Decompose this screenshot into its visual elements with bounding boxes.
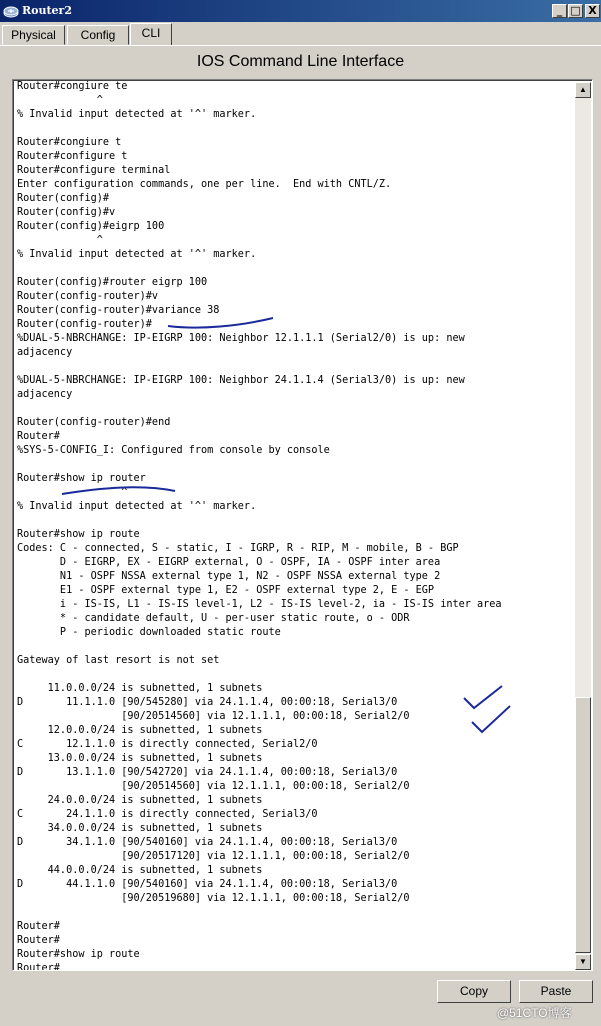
- console-line: Router(config-router)#: [17, 319, 152, 330]
- scroll-up-button[interactable]: ▲: [575, 82, 591, 98]
- cli-heading: IOS Command Line Interface: [196, 53, 405, 70]
- console-output[interactable]: [17, 80, 577, 970]
- console-line: 12.0.0.0/24 is subnetted, 1 subnets: [17, 725, 263, 736]
- console-line: * - candidate default, U - per-user static route, o - ODR: [17, 613, 410, 624]
- console-line: Router(config)#router eigrp 100: [17, 277, 208, 288]
- console-line: Router#show ip router: [17, 473, 146, 484]
- console-line: Enter configuration commands, one per line. End with CNTL/Z.: [17, 179, 392, 190]
- close-button[interactable]: X: [585, 4, 600, 18]
- console-line: N1 - OSPF NSSA external type 1, N2 - OSPF NSSA external type 2: [17, 571, 441, 582]
- tab-divider: [0, 45, 601, 46]
- window-title: Router2: [22, 4, 73, 17]
- console-line: Router#: [17, 935, 60, 946]
- minimize-button[interactable]: _: [552, 4, 567, 18]
- console-line: Router#show ip route: [17, 949, 140, 960]
- console-line: ^: [17, 487, 128, 498]
- window-titlebar[interactable]: [0, 0, 601, 22]
- console-line: Router#congiure te: [17, 81, 128, 92]
- console-line: i - IS-IS, L1 - IS-IS level-1, L2 - IS-IS level-2, ia - IS-IS inter area: [17, 599, 502, 610]
- console-line: [17, 906, 577, 920]
- console-line: Router(config-router)#variance 38: [17, 305, 220, 316]
- console-line: Gateway of last resort is not set: [17, 655, 220, 666]
- router-icon: [3, 3, 19, 19]
- console-line: D 13.1.1.0 [90/542720] via 24.1.1.4, 00:00:18, Serial3/0: [17, 767, 398, 778]
- copy-button[interactable]: Copy: [437, 980, 511, 1003]
- console-line: [90/20517120] via 12.1.1.1, 00:00:18, Serial2/0: [17, 851, 410, 862]
- console-line: [17, 458, 577, 472]
- scroll-down-button[interactable]: ▼: [575, 954, 591, 970]
- console-line: 34.0.0.0/24 is subnetted, 1 subnets: [17, 823, 263, 834]
- console-line: 24.0.0.0/24 is subnetted, 1 subnets: [17, 795, 263, 806]
- console-line: C 24.1.1.0 is directly connected, Serial3/0: [17, 809, 318, 820]
- console-line: D - EIGRP, EX - EIGRP external, O - OSPF, IA - OSPF inter area: [17, 557, 441, 568]
- console-line: % Invalid input detected at '^' marker.: [17, 249, 257, 260]
- console-line: Router(config)#v: [17, 207, 116, 218]
- console-line: Router#: [17, 431, 60, 442]
- tab-bar: [0, 22, 601, 46]
- console-line: [90/20514560] via 12.1.1.1, 00:00:18, Serial2/0: [17, 781, 410, 792]
- console-line: %DUAL-5-NBRCHANGE: IP-EIGRP 100: Neighbor 12.1.1.1 (Serial2/0) is up: new: [17, 333, 465, 344]
- console-line: [17, 640, 577, 654]
- console-line: [17, 402, 577, 416]
- console-line: [90/20514560] via 12.1.1.1, 00:00:18, Serial2/0: [17, 711, 410, 722]
- console-line: %SYS-5-CONFIG_I: Configured from console by console: [17, 445, 330, 456]
- console-line: Router(config-router)#v: [17, 291, 159, 302]
- console-line: [17, 262, 577, 276]
- console-line: Router(config)#eigrp 100: [17, 221, 165, 232]
- console-line: [17, 668, 577, 682]
- console-line: Router#: [17, 963, 60, 970]
- tab-physical[interactable]: Physical: [2, 25, 65, 45]
- console-line: P - periodic downloaded static route: [17, 627, 281, 638]
- console-line: adjacency: [17, 347, 73, 358]
- cli-console[interactable]: [12, 79, 593, 971]
- console-line: 11.0.0.0/24 is subnetted, 1 subnets: [17, 683, 263, 694]
- console-line: adjacency: [17, 389, 73, 400]
- console-line: [90/20519680] via 12.1.1.1, 00:00:18, Serial2/0: [17, 893, 410, 904]
- console-line: Router#configure t: [17, 151, 128, 162]
- console-line: ^: [17, 235, 103, 246]
- console-line: [17, 360, 577, 374]
- console-line: D 34.1.1.0 [90/540160] via 24.1.1.4, 00:00:18, Serial3/0: [17, 837, 398, 848]
- console-line: [17, 514, 577, 528]
- console-scrollbar[interactable]: [575, 82, 591, 970]
- console-line: Router#congiure t: [17, 137, 122, 148]
- tab-config[interactable]: Config: [67, 25, 129, 45]
- console-line: Router#: [17, 921, 60, 932]
- console-line: C 12.1.1.0 is directly connected, Serial2/0: [17, 739, 318, 750]
- console-line: ^: [17, 95, 103, 106]
- console-line: [17, 122, 577, 136]
- console-line: E1 - OSPF external type 1, E2 - OSPF external type 2, E - EGP: [17, 585, 435, 596]
- console-line: % Invalid input detected at '^' marker.: [17, 501, 257, 512]
- maximize-button[interactable]: □: [568, 4, 583, 18]
- console-line: Router#configure terminal: [17, 165, 171, 176]
- scroll-thumb[interactable]: [575, 697, 591, 953]
- console-line: %DUAL-5-NBRCHANGE: IP-EIGRP 100: Neighbor 24.1.1.4 (Serial3/0) is up: new: [17, 375, 465, 386]
- console-line: 13.0.0.0/24 is subnetted, 1 subnets: [17, 753, 263, 764]
- console-line: D 44.1.1.0 [90/540160] via 24.1.1.4, 00:00:18, Serial3/0: [17, 879, 398, 890]
- console-line: % Invalid input detected at '^' marker.: [17, 109, 257, 120]
- console-line: Codes: C - connected, S - static, I - IGRP, R - RIP, M - mobile, B - BGP: [17, 543, 459, 554]
- console-line: Router(config-router)#end: [17, 417, 171, 428]
- console-line: D 11.1.1.0 [90/545280] via 24.1.1.4, 00:00:18, Serial3/0: [17, 697, 398, 708]
- console-line: Router(config)#: [17, 193, 110, 204]
- console-line: Router#show ip route: [17, 529, 140, 540]
- console-line: 44.0.0.0/24 is subnetted, 1 subnets: [17, 865, 263, 876]
- tab-cli[interactable]: CLI: [130, 23, 172, 46]
- watermark: @51CTO博客: [497, 1006, 572, 1020]
- paste-button[interactable]: Paste: [519, 980, 593, 1003]
